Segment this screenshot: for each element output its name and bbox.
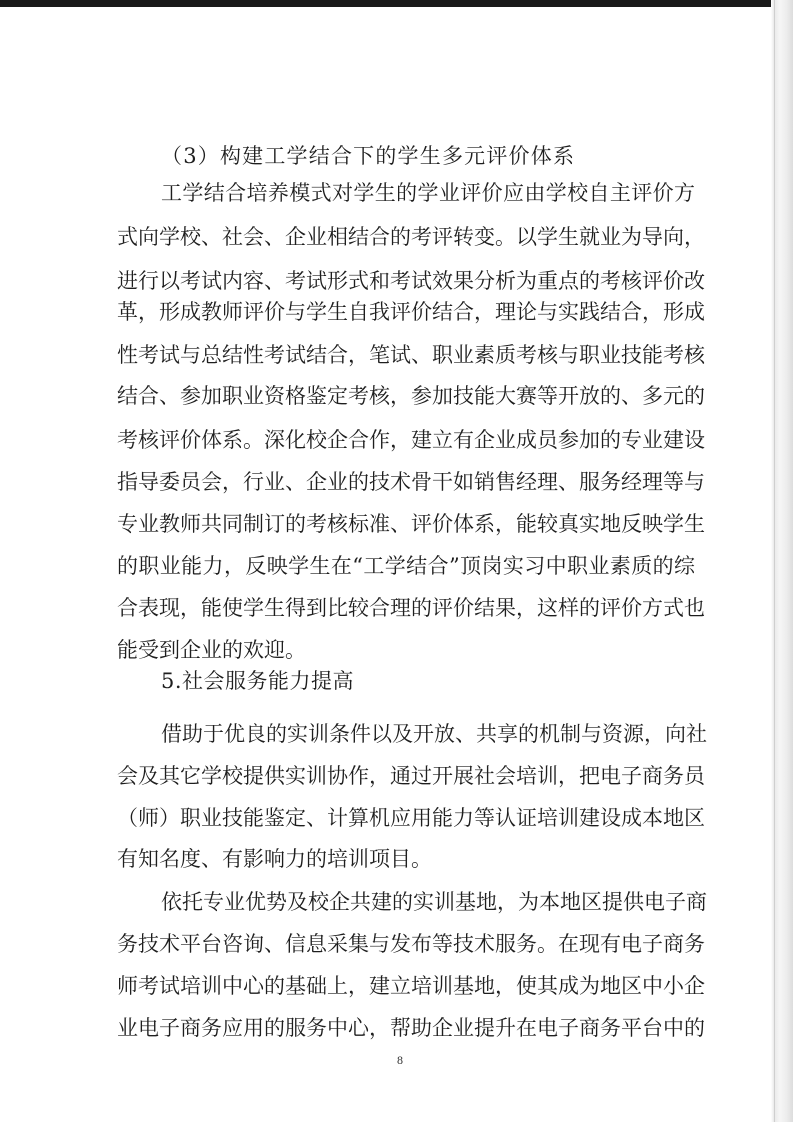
para1-line-last: 能受到企业的欢迎。 — [117, 638, 306, 662]
para2-line-last: 有知名度、有影响力的培训项目。 — [117, 847, 432, 871]
para1-line: 工学结合培养模式对学生的学业评价应由学校自主评价方 — [161, 181, 695, 205]
scan-right-edge — [771, 0, 793, 1122]
para1-line: 合表现，能使学生得到比较合理的评价结果，这样的评价方式也 — [117, 596, 705, 620]
para1-line: 进行以考试内容、考试形式和考试效果分析为重点的考核评价改 — [117, 269, 705, 293]
para2-line: （师）职业技能鉴定、计算机应用能力等认证培训建设成本地区 — [117, 806, 705, 830]
para3-line: 务技术平台咨询、信息采集与发布等技术服务。在现有电子商务 — [117, 932, 705, 956]
para1-line: 的职业能力，反映学生在“工学结合”顶岗实习中职业素质的综 — [117, 554, 695, 578]
page-number: 8 — [397, 1053, 403, 1067]
para1-line: 专业教师共同制订的考核标准、评价体系，能较真实地反映学生 — [117, 512, 705, 536]
para1-line: 结合、参加职业资格鉴定考核，参加技能大赛等开放的、多元的 — [117, 384, 705, 408]
para2-line: 会及其它学校提供实训协作，通过开展社会培训，把电子商务员 — [117, 764, 705, 788]
section-heading-5: 5.社会服务能力提高 — [161, 669, 355, 693]
para3-line: 师考试培训中心的基础上，建立培训基地，使其成为地区中小企 — [117, 974, 705, 998]
para1-line: 式向学校、社会、企业相结合的考评转变。以学生就业为导向， — [117, 225, 705, 249]
para3-line: 依托专业优势及校企共建的实训基地，为本地区提供电子商 — [161, 890, 707, 914]
para1-line: 革，形成教师评价与学生自我评价结合，理论与实践结合，形成 — [117, 300, 705, 324]
para2-line: 借助于优良的实训条件以及开放、共享的机制与资源，向社 — [161, 722, 707, 746]
section-heading-3: （3）构建工学结合下的学生多元评价体系 — [161, 144, 576, 168]
para1-line: 指导委员会，行业、企业的技术骨干如销售经理、服务经理等与 — [117, 470, 705, 494]
para1-line: 考核评价体系。深化校企合作，建立有企业成员参加的专业建设 — [117, 428, 705, 452]
para3-line: 业电子商务应用的服务中心，帮助企业提升在电子商务平台中的 — [117, 1016, 705, 1040]
para1-line: 性考试与总结性考试结合，笔试、职业素质考核与职业技能考核 — [117, 343, 705, 367]
